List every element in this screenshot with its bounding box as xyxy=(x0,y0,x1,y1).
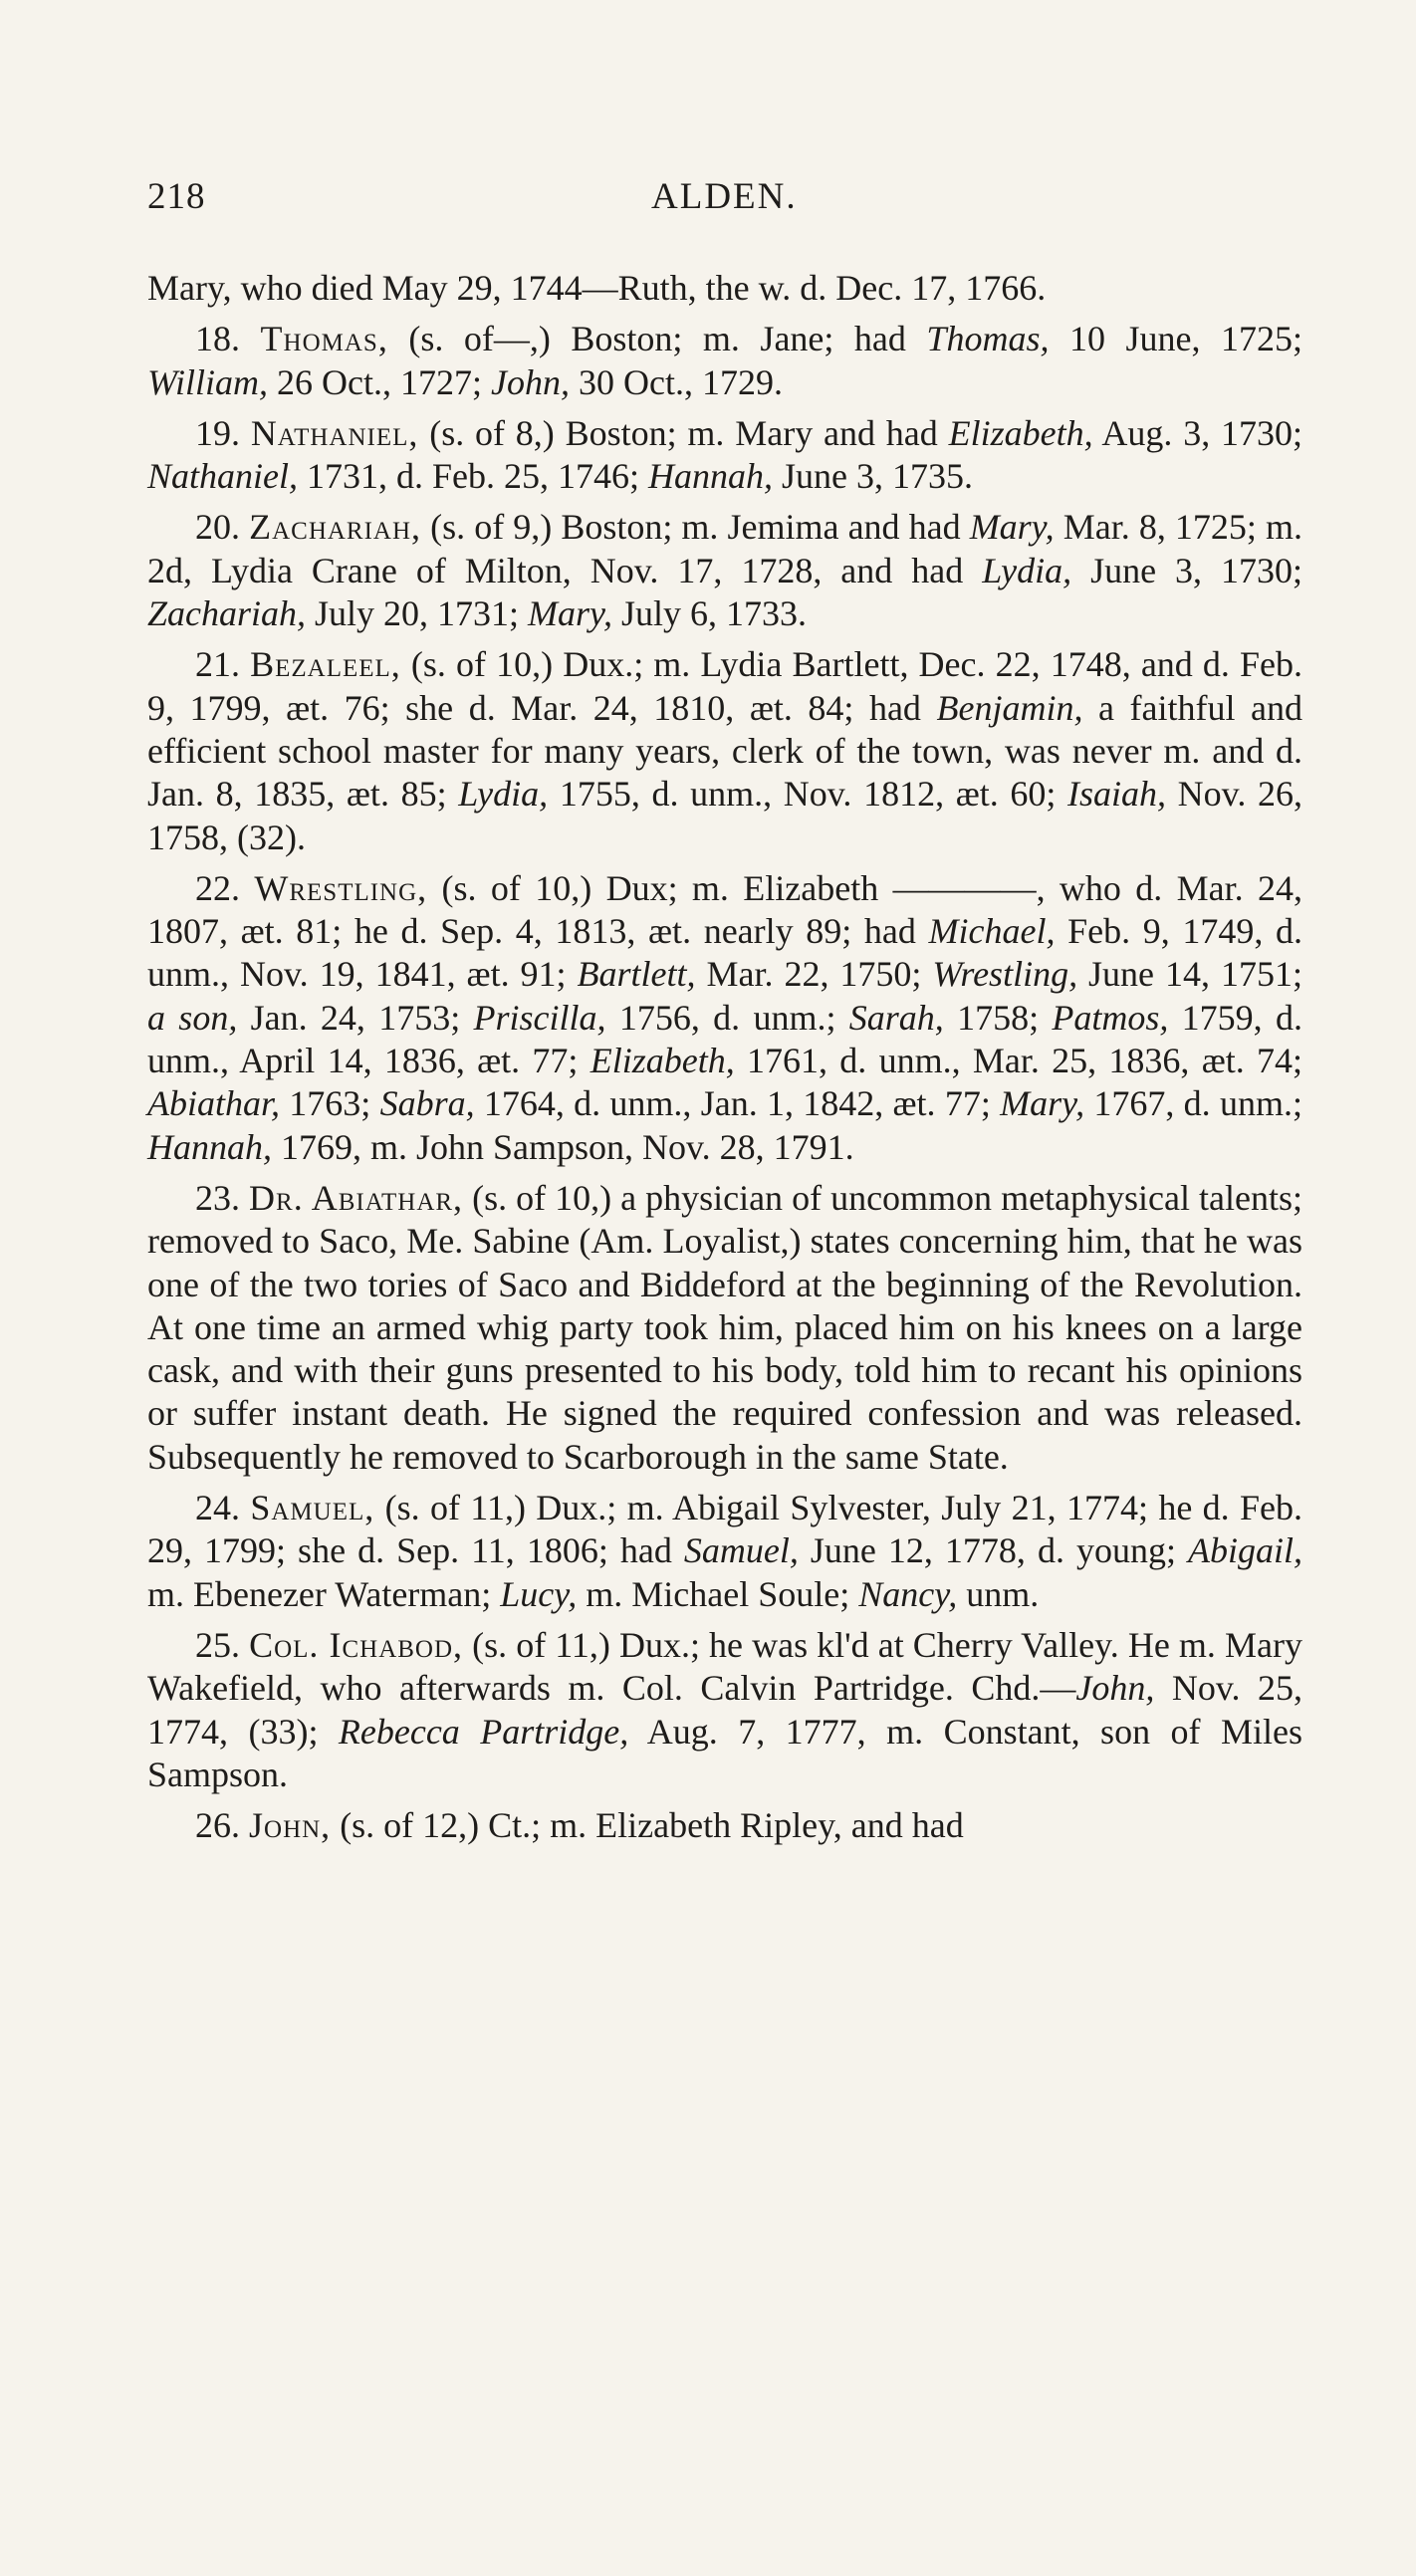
running-title: ALDEN. xyxy=(651,176,798,217)
text-run: 1769, m. John Sampson, Nov. 28, 1791. xyxy=(272,1126,854,1167)
text-run: m. Ebenezer Waterman; xyxy=(147,1573,501,1614)
entry-18 xyxy=(147,318,1302,404)
text-run: (s. of 11,) Dux.; he was kl'd at Cherry Valley. He m. Mary Wakefield, who afterwards m. Col. Calvin Partridge. Chd.— xyxy=(147,1624,1302,1709)
child-name: Samuel, xyxy=(683,1530,799,1571)
child-name: Isaiah, xyxy=(1067,774,1167,815)
text-run: (s. of 8,) Boston; m. Mary and had xyxy=(418,412,949,453)
child-name: Mary, xyxy=(1000,1083,1085,1124)
text-run: m. Michael Soule; xyxy=(577,1573,859,1614)
text-run: July 20, 1731; xyxy=(306,593,529,634)
text-run: 1767, d. unm.; xyxy=(1084,1083,1302,1124)
text-run: 1764, d. unm., Jan. 1, 1842, æt. 77; xyxy=(474,1083,1001,1124)
entry-number: 20. xyxy=(195,507,240,548)
text-run: (s. of 10,) Dux.; m. Lydia Bartlett, Dec. 22, 1748, and d. Feb. 9, 1799, æt. 76; she d. Mar. 24, 1810, æt. 84; had xyxy=(147,644,1303,728)
child-name: Elizabeth, xyxy=(948,412,1093,453)
text-run: Mar. 8, 1725; m. 2d, Lydia Crane of Milton, Nov. 17, 1728, and had xyxy=(147,507,1303,590)
entry-24 xyxy=(147,1487,1302,1616)
entry-19 xyxy=(147,412,1302,499)
entry-number: 19. xyxy=(195,412,240,453)
text-run: June 14, 1751; xyxy=(1077,954,1302,995)
child-name: Abigail, xyxy=(1188,1530,1302,1571)
page-number: 218 xyxy=(147,176,206,217)
child-name: Elizabeth, xyxy=(590,1041,735,1081)
child-name: Nathaniel, xyxy=(147,456,298,497)
entry-name: Bezaleel, xyxy=(250,644,401,685)
text-run: Jan. 24, 1753; xyxy=(237,997,474,1038)
child-name: Rebecca Partridge, xyxy=(338,1711,629,1752)
child-name: William, xyxy=(147,361,269,402)
child-name: John, xyxy=(491,361,570,402)
text-run: 1763; xyxy=(280,1083,380,1124)
entry-number: 24. xyxy=(195,1488,240,1528)
text-run: Nov. 26, 1758, (32). xyxy=(147,774,1302,857)
text-run: (s. of 9,) Boston; m. Jemima and had xyxy=(421,507,970,548)
child-name: Thomas, xyxy=(926,319,1050,359)
entry-continuation xyxy=(147,267,1302,310)
text-run: Nov. 25, 1774, (33); xyxy=(147,1668,1302,1752)
entry-name: Samuel, xyxy=(250,1488,375,1528)
text-run: 1761, d. unm., Mar. 25, 1836, æt. 74; xyxy=(734,1041,1302,1081)
entry-name: Nathaniel, xyxy=(250,412,419,453)
entry-number: 18. xyxy=(195,319,240,359)
entry-name: Wrestling, xyxy=(254,867,428,908)
child-name: a son, xyxy=(147,997,238,1038)
child-name: Benjamin, xyxy=(936,687,1083,728)
child-name: Hannah, xyxy=(147,1126,272,1167)
child-name: Lydia, xyxy=(982,550,1072,590)
text-run: 1756, d. unm.; xyxy=(605,997,849,1038)
text-run: Aug. 3, 1730; xyxy=(1092,412,1303,453)
text-run: Aug. 7, 1777, m. Constant, son of Miles Sampson. xyxy=(147,1711,1302,1794)
text-run: June 3, 1730; xyxy=(1071,550,1302,590)
child-name: John, xyxy=(1075,1668,1155,1709)
text-run: June 3, 1735. xyxy=(773,456,974,497)
entry-22 xyxy=(147,867,1302,1169)
text-run: (s. of 10,) a physician of uncommon metaphysical talents; removed to Saco, Me. Sabine (Am. Loyalist,) states concerning him, that he was one of the two tories of Saco and Biddeford at the beginning of the Revolution. At one time an armed whig party took him, placed him on his knees on a large cask, and with their guns presented to his body, told him to recant his opinions or suffer instant death. He signed the required confession and was released. Subsequently he removed to Scarborough in the same State. xyxy=(147,1177,1302,1477)
genealogy-text xyxy=(147,267,1302,1847)
text-run: Feb. 9, 1749, d. unm., Nov. 19, 1841, æt. 91; xyxy=(147,911,1303,995)
text-run: unm. xyxy=(957,1573,1040,1614)
entry-26 xyxy=(147,1804,1302,1847)
text-run: (s. of—,) Boston; m. Jane; had xyxy=(387,319,927,359)
text-run: 26 Oct., 1727; xyxy=(268,361,491,402)
entry-name: Dr. Abiathar, xyxy=(249,1177,464,1218)
child-name: Bartlett, xyxy=(577,954,696,995)
text-run: 1731, d. Feb. 25, 1746; xyxy=(298,456,649,497)
child-name: Zachariah, xyxy=(147,593,307,634)
text-run: a faithful and efficient school master for many years, clerk of the town, was never m. and d. Jan. 8, 1835, æt. 85; xyxy=(147,687,1302,815)
child-name: Hannah, xyxy=(648,456,774,497)
child-name: Wrestling, xyxy=(932,954,1078,995)
entry-number: 25. xyxy=(195,1624,240,1665)
text-run: 1759, d. unm., April 14, 1836, æt. 77; xyxy=(147,997,1302,1081)
entry-name: John, xyxy=(249,1805,332,1846)
entry-name: Zachariah, xyxy=(249,507,422,548)
child-name: Lucy, xyxy=(500,1573,578,1614)
entry-number: 22. xyxy=(195,867,240,908)
entry-number: 23. xyxy=(195,1177,240,1218)
child-name: Priscilla, xyxy=(473,997,606,1038)
entry-20 xyxy=(147,506,1302,635)
child-name: Sabra, xyxy=(379,1083,475,1124)
entry-number: 21. xyxy=(195,644,240,685)
text-run: Mar. 22, 1750; xyxy=(695,954,933,995)
text-run: 10 June, 1725; xyxy=(1049,319,1303,359)
text-run: Mary, who died May 29, 1744—Ruth, the w. d. Dec. 17, 1766. xyxy=(147,268,1047,308)
text-run: (s. of 12,) Ct.; m. Elizabeth Ripley, and had xyxy=(331,1805,964,1846)
child-name: Nancy, xyxy=(858,1573,958,1614)
text-run: (s. of 11,) Dux.; m. Abigail Sylvester, July 21, 1774; he d. Feb. 29, 1799; she d. Sep. 11, 1806; had xyxy=(147,1488,1303,1571)
text-run: 30 Oct., 1729. xyxy=(569,361,783,402)
child-name: Mary, xyxy=(528,593,613,634)
entry-21 xyxy=(147,643,1302,858)
text-run: (s. of 10,) Dux; m. Elizabeth ————, who d. Mar. 24, 1807, æt. 81; he d. Sep. 4, 1813, æt. nearly 89; had xyxy=(147,867,1302,952)
child-name: Sarah, xyxy=(848,997,944,1038)
text-run: 1758; xyxy=(943,997,1053,1038)
entry-23 xyxy=(147,1177,1302,1479)
child-name: Michael, xyxy=(928,911,1056,952)
entry-name: Col. Ichabod, xyxy=(249,1624,464,1665)
entry-number: 26. xyxy=(195,1805,240,1846)
child-name: Mary, xyxy=(969,507,1055,548)
entry-25 xyxy=(147,1624,1302,1796)
child-name: Patmos, xyxy=(1052,997,1169,1038)
text-run: June 12, 1778, d. young; xyxy=(798,1530,1188,1571)
child-name: Lydia, xyxy=(458,774,549,815)
text-run: 1755, d. unm., Nov. 1812, æt. 60; xyxy=(548,774,1068,815)
entry-name: Thomas, xyxy=(260,319,388,359)
text-run: July 6, 1733. xyxy=(612,593,808,634)
child-name: Abiathar, xyxy=(147,1083,281,1124)
